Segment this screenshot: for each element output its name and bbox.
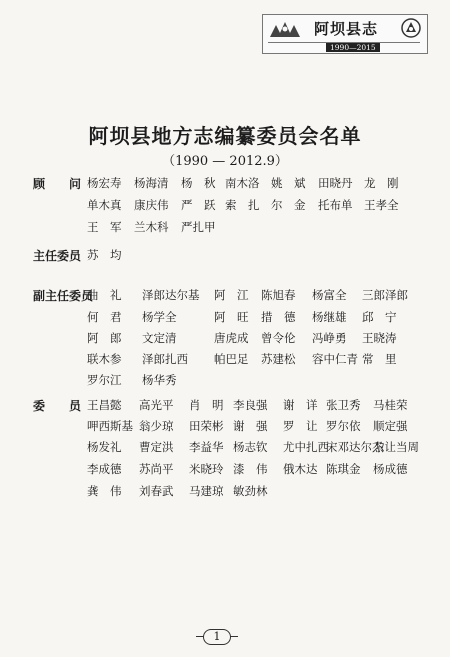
member-name: 邱 宁 xyxy=(362,310,397,324)
header-years: 1990—2015 xyxy=(326,43,380,52)
member-name: 罗 让 xyxy=(283,419,318,433)
member-name: 兰木科 xyxy=(134,220,169,234)
member-name: 杨继雄 xyxy=(312,310,347,324)
member-name: 肖 明 xyxy=(189,398,224,412)
member-name: 龚 伟 xyxy=(87,484,122,498)
member-name: 杨发礼 xyxy=(87,440,122,454)
member-name: 文定清 xyxy=(142,331,177,345)
member-name: 帕巴足 xyxy=(214,352,249,366)
member-name: 康庆伟 xyxy=(134,198,169,212)
member-name: 王孝全 xyxy=(364,198,399,212)
member-name: 李益华 xyxy=(189,440,224,454)
member-name: 马建琼 xyxy=(189,484,224,498)
section-label-deputy: 副主任委员 xyxy=(33,289,94,303)
member-name: 何 君 xyxy=(87,310,122,324)
member-name: 联木参 xyxy=(87,352,122,366)
member-name: 杨学全 xyxy=(142,310,177,324)
member-name: 陈琪金 xyxy=(326,462,361,476)
document-subtitle: （1990 — 2012.9） xyxy=(162,154,288,169)
member-name: 曲 礼 xyxy=(87,288,122,302)
member-name: 龙 刚 xyxy=(364,176,399,190)
page-number: 1 xyxy=(203,629,231,645)
member-name: 俄木达 xyxy=(283,462,318,476)
member-name: 王晓涛 xyxy=(362,331,397,345)
member-name: 高光平 xyxy=(139,398,174,412)
member-name: 南木洛 xyxy=(225,176,260,190)
section-label-members: 委 员 xyxy=(33,399,82,413)
member-name: 杨 秋 xyxy=(181,176,216,190)
member-name: 三郎泽郎 xyxy=(362,288,408,302)
member-name: 曹定洪 xyxy=(139,440,174,454)
member-name: 陈旭春 xyxy=(261,288,296,302)
member-name: 苏尚平 xyxy=(139,462,174,476)
member-name: 姚 斌 xyxy=(271,176,306,190)
member-name: 泽郎扎西 xyxy=(142,352,188,366)
member-name: 阿 旺 xyxy=(214,310,249,324)
member-name: 阿 郎 xyxy=(87,331,122,345)
header-title: 阿坝县志 xyxy=(314,20,379,38)
member-name: 冯峥勇 xyxy=(312,331,347,345)
member-name: 马桂荣 xyxy=(373,398,408,412)
member-name: 米晓玲 xyxy=(189,462,224,476)
member-name: 王昌懿 xyxy=(87,398,122,412)
running-header xyxy=(262,14,428,54)
member-name: 杨成德 xyxy=(373,462,408,476)
ornament-icon xyxy=(268,19,302,39)
member-name: 阿 江 xyxy=(214,288,249,302)
member-name: 杨海清 xyxy=(134,176,169,190)
member-name: 敏劲林 xyxy=(233,484,268,498)
member-name: 泽郎达尔基 xyxy=(142,288,200,302)
member-name: 呷西斯基 xyxy=(87,419,133,433)
member-name: 严 跃 xyxy=(181,198,216,212)
member-name: 田晓丹 xyxy=(318,176,353,190)
member-name: 宋邓达尔杰 xyxy=(326,440,384,454)
member-name: 刘春武 xyxy=(139,484,174,498)
member-name: 托布单 xyxy=(318,198,353,212)
section-label-director: 主任委员 xyxy=(33,249,82,263)
member-name: 尕让当周 xyxy=(373,440,419,454)
emblem-icon xyxy=(400,17,422,39)
member-name: 杨富全 xyxy=(312,288,347,302)
member-name: 翁少琼 xyxy=(139,419,174,433)
member-name: 苏建松 xyxy=(261,352,296,366)
member-name: 杨志钦 xyxy=(233,440,268,454)
member-name: 田荣彬 xyxy=(189,419,224,433)
member-name: 谢 强 xyxy=(233,419,268,433)
member-name: 措 德 xyxy=(261,310,296,324)
member-name: 罗尔依 xyxy=(326,419,361,433)
member-name: 李成德 xyxy=(87,462,122,476)
member-name: 常 里 xyxy=(362,352,397,366)
document-title: 阿坝县地方志编纂委员会名单 xyxy=(88,124,362,148)
member-name: 索 扎 xyxy=(225,198,260,212)
member-name: 谢 详 xyxy=(283,398,318,412)
member-name: 罗尔江 xyxy=(87,373,122,387)
member-name: 尤中扎西 xyxy=(283,440,329,454)
member-name: 杨宏寿 xyxy=(87,176,122,190)
member-name: 单木真 xyxy=(87,198,122,212)
member-name: 容中仁青 xyxy=(312,352,358,366)
member-name: 苏 均 xyxy=(87,248,122,262)
member-name: 严扎甲 xyxy=(181,220,216,234)
member-name: 王 军 xyxy=(87,220,122,234)
member-name: 张卫秀 xyxy=(326,398,361,412)
section-label-advisors: 顾 问 xyxy=(33,177,82,191)
member-name: 唐虎成 xyxy=(214,331,249,345)
member-name: 杨华秀 xyxy=(142,373,177,387)
member-name: 漆 伟 xyxy=(233,462,268,476)
member-name: 李良强 xyxy=(233,398,268,412)
member-name: 顺定强 xyxy=(373,419,408,433)
member-name: 尔 金 xyxy=(271,198,306,212)
member-name: 曾令伦 xyxy=(261,331,296,345)
